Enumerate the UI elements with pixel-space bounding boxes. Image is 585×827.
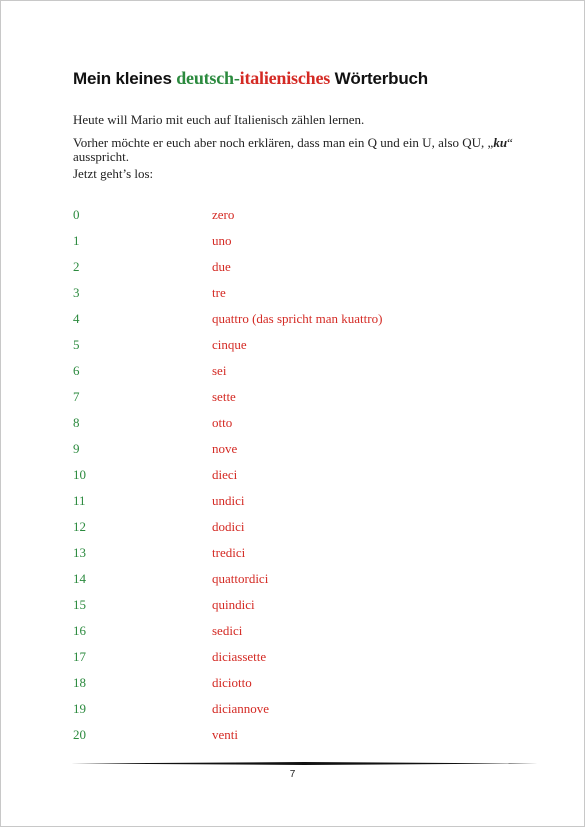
number-word-italian: nove xyxy=(212,441,238,456)
number-word-italian: tre xyxy=(212,285,226,300)
title-part-1: Mein kleines xyxy=(73,69,177,88)
list-item xyxy=(73,415,533,435)
number-digit: 8 xyxy=(73,415,80,430)
intro-line-2-text: Vorher möchte er euch aber noch erklären, dass man ein Q und ein U, also QU, „ xyxy=(73,135,494,150)
number-digit: 5 xyxy=(73,337,80,352)
page-title xyxy=(73,68,533,89)
number-word-italian: diciassette xyxy=(212,649,267,664)
number-digit: 1 xyxy=(73,233,80,248)
number-digit: 13 xyxy=(73,545,86,560)
number-word-italian: dodici xyxy=(212,519,245,534)
number-word-italian: sette xyxy=(212,389,236,404)
intro-line-2 xyxy=(73,136,523,164)
number-digit: 14 xyxy=(73,571,86,586)
list-item xyxy=(73,545,533,565)
number-digit: 17 xyxy=(73,649,86,664)
intro-line-1: Heute will Mario mit euch auf Italienisch zählen lernen. xyxy=(73,112,365,127)
number-word-italian: quattro (das spricht man kuattro) xyxy=(212,311,383,326)
list-item xyxy=(73,597,533,617)
number-digit: 9 xyxy=(73,441,80,456)
number-digit: 16 xyxy=(73,623,86,638)
number-word-italian: due xyxy=(212,259,231,274)
title-hyphen: - xyxy=(233,68,240,88)
number-digit: 2 xyxy=(73,259,80,274)
number-digit: 3 xyxy=(73,285,80,300)
number-word-italian: diciotto xyxy=(212,675,252,690)
number-digit: 12 xyxy=(73,519,86,534)
number-digit: 0 xyxy=(73,207,80,222)
list-item xyxy=(73,207,533,227)
list-item xyxy=(73,675,533,695)
list-item xyxy=(73,571,533,591)
number-word-italian: quattordici xyxy=(212,571,269,586)
number-word-italian: dieci xyxy=(212,467,238,482)
number-digit: 7 xyxy=(73,389,80,404)
number-word-italian: zero xyxy=(212,207,235,222)
list-item xyxy=(73,467,533,487)
number-word-italian: venti xyxy=(212,727,238,742)
list-item xyxy=(73,649,533,669)
number-digit: 10 xyxy=(73,467,86,482)
intro-line-2-end: “ ausspricht. xyxy=(73,135,513,164)
list-item xyxy=(73,441,533,461)
number-digit: 15 xyxy=(73,597,86,612)
intro-ku-emphasis: ku xyxy=(493,135,508,150)
page-number: 7 xyxy=(289,769,296,780)
list-item xyxy=(73,623,533,643)
number-word-italian: tredici xyxy=(212,545,246,560)
list-item xyxy=(73,233,533,253)
list-item xyxy=(73,259,533,279)
number-word-italian: sedici xyxy=(212,623,243,638)
title-word-woerterbuch: Wörterbuch xyxy=(330,69,428,88)
number-digit: 6 xyxy=(73,363,80,378)
list-item xyxy=(73,493,533,513)
number-word-italian: otto xyxy=(212,415,233,430)
number-digit: 20 xyxy=(73,727,86,742)
list-item xyxy=(73,389,533,409)
list-item xyxy=(73,727,533,747)
list-item xyxy=(73,337,533,357)
intro-line-3: Jetzt geht’s los: xyxy=(73,166,154,181)
number-word-italian: sei xyxy=(212,363,227,378)
number-word-italian: quindici xyxy=(212,597,255,612)
title-word-deutsch: deutsch xyxy=(176,68,234,88)
list-item xyxy=(73,285,533,305)
number-word-italian: cinque xyxy=(212,337,247,352)
number-digit: 11 xyxy=(73,493,86,508)
number-digit: 18 xyxy=(73,675,86,690)
number-digit: 19 xyxy=(73,701,86,716)
number-word-italian: diciannove xyxy=(212,701,270,716)
list-item xyxy=(73,701,533,721)
number-digit: 4 xyxy=(73,311,80,326)
list-item xyxy=(73,519,533,539)
list-item xyxy=(73,363,533,383)
footer-divider xyxy=(70,762,538,765)
list-item xyxy=(73,311,533,331)
number-word-italian: uno xyxy=(212,233,232,248)
title-word-italienisches: italienisches xyxy=(239,68,331,88)
number-word-italian: undici xyxy=(212,493,245,508)
